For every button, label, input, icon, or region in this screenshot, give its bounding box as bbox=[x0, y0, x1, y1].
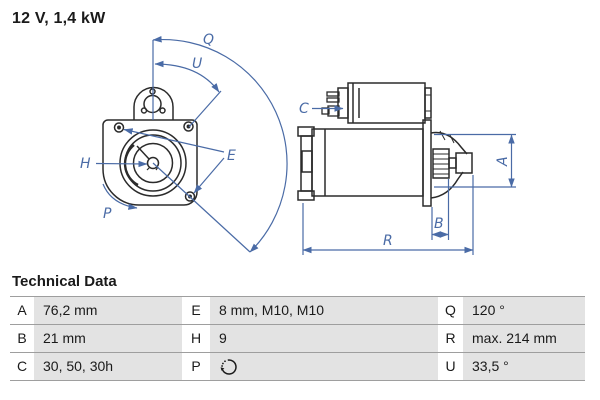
mounting-bolt-holes bbox=[115, 122, 195, 201]
table-key-H: H bbox=[182, 325, 210, 352]
front-view-drawing bbox=[103, 88, 197, 205]
table-value-P bbox=[210, 353, 438, 380]
table-key-E: E bbox=[182, 297, 210, 324]
label-Q: Q bbox=[203, 32, 215, 48]
label-U: U bbox=[192, 56, 203, 72]
table-key-C: C bbox=[10, 353, 34, 380]
motor-body bbox=[312, 129, 423, 196]
table-value-H: 9 bbox=[210, 325, 438, 352]
label-H: H bbox=[80, 156, 91, 172]
table-key-B: B bbox=[10, 325, 34, 352]
shaft-stub bbox=[449, 158, 456, 168]
table-row bbox=[10, 296, 585, 324]
angle-arc-Q bbox=[153, 40, 287, 252]
table-value-U: 33,5 ° bbox=[463, 353, 585, 380]
table-row bbox=[10, 352, 585, 381]
dimension-labels bbox=[80, 32, 511, 249]
table-value-A: 76,2 mm bbox=[34, 297, 182, 324]
angle-arc-U bbox=[155, 64, 219, 92]
body-outline bbox=[103, 120, 197, 205]
label-C: C bbox=[299, 101, 309, 117]
label-R: R bbox=[383, 233, 393, 249]
label-P: P bbox=[103, 206, 112, 222]
table-key-Q: Q bbox=[438, 297, 463, 324]
solenoid-end-cap bbox=[425, 88, 431, 118]
angle-ray-U bbox=[189, 91, 221, 127]
technical-data-table bbox=[10, 296, 585, 381]
leader-H bbox=[96, 164, 147, 165]
table-row bbox=[10, 324, 585, 352]
table-key-U: U bbox=[438, 353, 463, 380]
label-E: E bbox=[227, 148, 236, 164]
drive-housing-bottom bbox=[431, 172, 463, 198]
label-B: B bbox=[434, 216, 444, 232]
table-value-B: 21 mm bbox=[34, 325, 182, 352]
technical-data-heading: Technical Data bbox=[12, 273, 117, 290]
table-value-Q: 120 ° bbox=[463, 297, 585, 324]
label-A: A bbox=[495, 156, 511, 166]
table-key-P: P bbox=[182, 353, 210, 380]
flange-hole-left bbox=[142, 108, 147, 113]
mounting-plate bbox=[423, 120, 431, 206]
table-value-R: max. 214 mm bbox=[463, 325, 585, 352]
shaft-end bbox=[456, 153, 472, 173]
solenoid-terminals bbox=[322, 92, 339, 116]
spec-title: 12 V, 1,4 kW bbox=[12, 10, 106, 27]
dimension-lines bbox=[96, 40, 516, 255]
leader-E-lower bbox=[194, 158, 224, 193]
table-value-C: 30, 50, 30h bbox=[34, 353, 182, 380]
table-value-E: 8 mm, M10, M10 bbox=[210, 297, 438, 324]
table-key-A: A bbox=[10, 297, 34, 324]
flange-hole-right bbox=[160, 108, 165, 113]
table-key-R: R bbox=[438, 325, 463, 352]
rotation-direction-icon bbox=[219, 356, 239, 376]
end-cap-boss bbox=[302, 151, 312, 172]
pinion-gear bbox=[433, 149, 449, 178]
angle-ray-Q bbox=[153, 163, 250, 252]
